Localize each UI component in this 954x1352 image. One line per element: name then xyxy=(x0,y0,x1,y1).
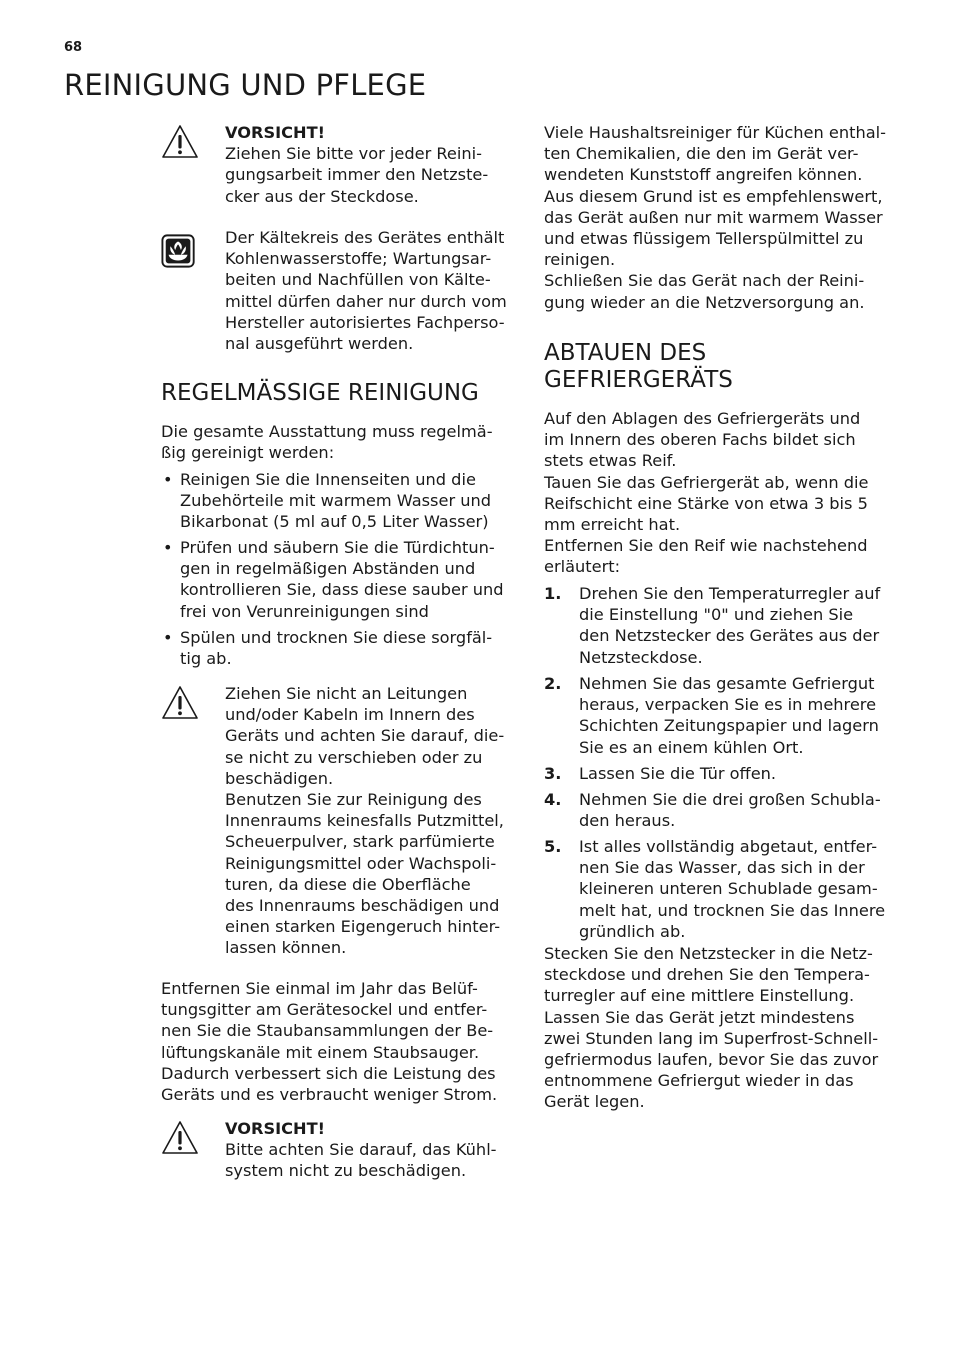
text-line: einen starken Eigengeruch hinter- xyxy=(225,917,501,937)
text-line: entnommene Gefriergut wieder in das xyxy=(544,1071,854,1091)
bullet-symbol: • xyxy=(163,628,173,647)
text-line: und etwas flüssigem Tellerspülmittel zu xyxy=(544,229,864,249)
text-line: Prüfen und säubern Sie die Türdichtun- xyxy=(180,538,495,557)
heading-line: GEFRIERGERÄTS xyxy=(544,367,733,393)
text-line: Reinigungsmittel oder Wachspoli- xyxy=(225,853,497,873)
text-line: turen, da diese die Oberfläche xyxy=(225,874,471,894)
text-line: se nicht zu verschieben oder zu xyxy=(225,747,483,767)
intro-paragraph xyxy=(161,421,516,463)
text-line: gung wieder an die Netzversorgung an. xyxy=(544,292,865,312)
text-line: Ist alles vollständig abgetaut, entfer- xyxy=(579,837,878,856)
text-line: nal ausgeführt werden. xyxy=(225,334,414,354)
text-line: mittel dürfen daher nur durch vom xyxy=(225,291,507,311)
caution-heading: VORSICHT! xyxy=(225,123,326,142)
text-line: Stecken Sie den Netzstecker in die Netz- xyxy=(544,944,873,963)
text-line: cker aus der Steckdose. xyxy=(225,186,419,206)
text-line: Bikarbonat (5 ml auf 0,5 Liter Wasser) xyxy=(180,512,489,532)
text-line: Geräts und achten Sie darauf, die- xyxy=(225,726,505,746)
text-line: den heraus. xyxy=(579,811,676,831)
step-number: 3. xyxy=(544,764,562,783)
warning-triangle-icon xyxy=(161,1120,199,1156)
text-line: des Innenraums beschädigen und xyxy=(225,896,500,916)
text-line: beiten und Nachfüllen von Kälte- xyxy=(225,270,491,290)
text-line: frei von Verunreinigungen sind xyxy=(180,601,429,621)
text-line: gen in regelmäßigen Abständen und xyxy=(180,559,476,579)
text-line: Nehmen Sie die drei großen Schubla- xyxy=(579,790,881,809)
text-line: system nicht zu beschädigen. xyxy=(225,1161,467,1181)
text-line: Lassen Sie die Tür offen. xyxy=(579,764,777,783)
warning-triangle-icon xyxy=(161,685,199,721)
text-line: ten Chemikalien, die den im Gerät ver- xyxy=(544,144,859,164)
text-line: Scheuerpulver, stark parfümierte xyxy=(225,832,495,852)
defrost-intro-paragraph xyxy=(544,408,899,578)
text-line: lüftungskanäle mit einem Staubsauger. xyxy=(161,1042,480,1062)
text-line: steckdose und drehen Sie den Tempera- xyxy=(544,965,870,985)
text-line: Schichten Zeitungspapier und lagern xyxy=(579,716,879,736)
page-title: REINIGUNG UND PFLEGE xyxy=(64,68,427,102)
text-line: Bitte achten Sie darauf, das Kühl- xyxy=(225,1140,497,1160)
bullet-symbol: • xyxy=(163,470,173,489)
step-number: 2. xyxy=(544,674,562,693)
text-line: Hersteller autorisiertes Fachperso- xyxy=(225,312,505,332)
text-line: das Gerät außen nur mit warmem Wasser xyxy=(544,207,883,227)
text-line: im Innern des oberen Fachs bildet sich xyxy=(544,430,856,450)
text-line: tungsgitter am Gerätesockel und entfer- xyxy=(161,1000,488,1020)
text-line: Ziehen Sie nicht an Leitungen xyxy=(225,684,468,703)
text-line: Sie es an einem kühlen Ort. xyxy=(579,737,804,757)
text-line: nen Sie das Wasser, das sich in der xyxy=(579,858,865,878)
text-line: Aus diesem Grund ist es empfehlenswert, xyxy=(544,186,883,206)
cleaner-paragraph xyxy=(544,122,899,313)
text-line: wendeten Kunststoff angreifen können. xyxy=(544,165,863,185)
text-line: Entfernen Sie den Reif wie nachstehend xyxy=(544,536,868,556)
text-line: und/oder Kabeln im Innern des xyxy=(225,705,475,725)
text-line: Die gesamte Ausstattung muss regelmä- xyxy=(161,422,493,441)
section-heading-defrost xyxy=(544,340,899,394)
text-line: Ziehen Sie bitte vor jeder Reini- xyxy=(225,144,482,164)
text-line: gefriermodus laufen, bevor Sie das zuvor xyxy=(544,1050,879,1070)
text-line: lassen können. xyxy=(225,938,347,958)
section-heading-regular-cleaning: REGELMÄSSIGE REINIGUNG xyxy=(161,380,479,406)
text-line: heraus, verpacken Sie es in mehrere xyxy=(579,695,877,715)
ventilation-paragraph xyxy=(161,978,516,1105)
step-number: 4. xyxy=(544,790,562,809)
text-line: Reifschicht eine Stärke von etwa 3 bis 5 xyxy=(544,493,868,513)
page-number: 68 xyxy=(64,40,83,55)
text-line: Innenraums keinesfalls Putzmittel, xyxy=(225,811,504,831)
text-line: ßig gereinigt werden: xyxy=(161,443,335,463)
text-line: melt hat, und trocknen Sie das Innere xyxy=(579,900,886,920)
environment-icon xyxy=(161,233,197,269)
text-line: kleineren unteren Schublade gesam- xyxy=(579,879,878,899)
warning-triangle-icon xyxy=(161,124,199,160)
text-line: erläutert: xyxy=(544,557,621,577)
text-line: reinigen. xyxy=(544,250,616,270)
text-line: den Netzstecker des Gerätes aus der xyxy=(579,626,880,646)
text-line: tig ab. xyxy=(180,649,232,669)
text-line: turregler auf eine mittlere Einstellung. xyxy=(544,986,855,1006)
step-number: 1. xyxy=(544,584,562,603)
text-line: Netzsteckdose. xyxy=(579,647,703,667)
heading-line: ABTAUEN DES xyxy=(544,340,707,366)
text-line: Tauen Sie das Gefriergerät ab, wenn die xyxy=(544,472,869,492)
text-line: Nehmen Sie das gesamte Gefriergut xyxy=(579,674,875,693)
text-line: Benutzen Sie zur Reinigung des xyxy=(225,790,482,810)
text-line: beschädigen. xyxy=(225,768,334,788)
bullet-symbol: • xyxy=(163,538,173,557)
step-number: 5. xyxy=(544,837,562,856)
text-line: zwei Stunden lang im Superfrost-Schnell- xyxy=(544,1028,879,1048)
text-line: Entfernen Sie einmal im Jahr das Belüf- xyxy=(161,979,478,998)
caution-heading: VORSICHT! xyxy=(225,1119,326,1138)
text-line: Kohlenwasserstoffe; Wartungsar- xyxy=(225,249,492,269)
text-line: Auf den Ablagen des Gefriergeräts und xyxy=(544,409,861,428)
text-line: gründlich ab. xyxy=(579,921,686,941)
text-line: Der Kältekreis des Gerätes enthält xyxy=(225,228,505,247)
text-line: stets etwas Reif. xyxy=(544,451,677,471)
text-line: Reinigen Sie die Innenseiten und die xyxy=(180,470,476,489)
text-line: Gerät legen. xyxy=(544,1092,645,1112)
text-line: die Einstellung "0" und ziehen Sie xyxy=(579,605,854,625)
text-line: Spülen und trocknen Sie diese sorgfäl- xyxy=(180,628,493,647)
text-line: Viele Haushaltsreiniger für Küchen enthal- xyxy=(544,123,886,142)
text-line: Dadurch verbessert sich die Leistung des xyxy=(161,1063,496,1083)
text-line: Geräts und es verbraucht weniger Strom. xyxy=(161,1085,498,1105)
restart-paragraph xyxy=(544,943,899,1113)
text-line: Drehen Sie den Temperaturregler auf xyxy=(579,584,881,603)
text-line: Lassen Sie das Gerät jetzt mindestens xyxy=(544,1007,855,1027)
text-line: mm erreicht hat. xyxy=(544,515,681,535)
text-line: Schließen Sie das Gerät nach der Reini- xyxy=(544,271,865,291)
text-line: kontrollieren Sie, dass diese sauber und xyxy=(180,580,504,600)
text-line: nen Sie die Staubansammlungen der Be- xyxy=(161,1021,494,1041)
text-line: Zubehörteile mit warmem Wasser und xyxy=(180,491,492,511)
text-line: gungsarbeit immer den Netzste- xyxy=(225,165,489,185)
